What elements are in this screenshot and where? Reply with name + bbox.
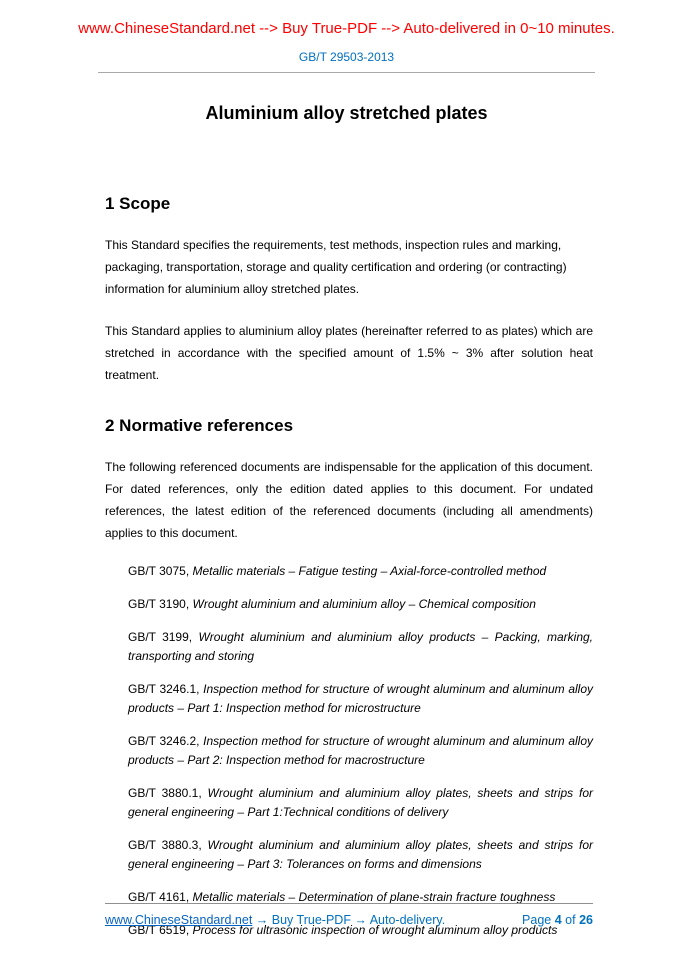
reference-title: Inspection method for structure of wrought aluminum and aluminum alloy products – Part 1: Inspection method for microstructure — [128, 682, 594, 715]
reference-item — [128, 680, 593, 718]
scope-paragraph-1: This Standard specifies the requirements, test methods, inspection rules and marking, packaging, transportation, storage and quality certification and ordering (or contracting) information for aluminium alloy stretched plates. — [105, 238, 567, 296]
reference-title: Metallic materials – Determination of plane-strain fracture toughness — [192, 890, 556, 904]
page-word: Page — [522, 913, 552, 927]
reference-title: Wrought aluminium and aluminium alloy products – Packing, marking, transporting and storing — [128, 630, 593, 663]
normative-intro-paragraph: The following referenced documents are indispensable for the application of this document. For dated references, only the edition dated applies to this document. For undated references, the latest edition of the referenced documents (including all amendments) applies to this document. — [105, 460, 593, 540]
page-title: Aluminium alloy stretched plates — [205, 103, 488, 123]
reference-code: GB/T 3246.2, — [128, 734, 200, 748]
page-footer — [105, 903, 593, 927]
references-list — [128, 562, 593, 940]
reference-item — [128, 595, 593, 614]
of-word: of — [565, 913, 576, 927]
reference-code: GB/T 4161, — [128, 890, 190, 904]
reference-title: Metallic materials – Fatigue testing – Axial-force-controlled method — [192, 564, 547, 578]
document-body — [105, 194, 593, 940]
section-heading-normative-references: 2 Normative references — [105, 416, 294, 435]
total-page-number: 26 — [579, 913, 593, 927]
footer-site-link[interactable]: www.ChineseStandard.net — [105, 913, 253, 927]
reference-title: Inspection method for structure of wrought aluminum and aluminum alloy products – Part 2: Inspection method for macrostructure — [128, 734, 594, 767]
standard-code: GB/T 29503-2013 — [298, 50, 395, 64]
reference-code: GB/T 3880.1, — [128, 786, 202, 800]
footer-promo — [105, 913, 445, 927]
reference-code: GB/T 3246.1, — [128, 682, 200, 696]
reference-title: Wrought aluminium and aluminium alloy plates, sheets and strips for general engineering – Part 3: Tolerances on forms and dimensions — [128, 838, 593, 871]
reference-code: GB/T 3075, — [128, 564, 190, 578]
section-heading-scope: 1 Scope — [105, 194, 171, 213]
reference-code: GB/T 3190, — [128, 597, 190, 611]
reference-item — [128, 784, 593, 822]
scope-paragraph-2: This Standard applies to aluminium alloy plates (hereinafter referred to as plates) which are stretched in accordance with the specified amount of 1.5% ~ 3% after solution heat treatment. — [105, 324, 593, 382]
current-page-number: 4 — [554, 913, 562, 927]
reference-item — [128, 562, 593, 581]
reference-code: GB/T 3880.3, — [128, 838, 202, 852]
reference-code: GB/T 6519, — [128, 923, 190, 937]
footer-promo-text: → Buy True-PDF → Auto-delivery. — [255, 913, 446, 927]
page-indicator — [522, 913, 593, 927]
header-divider — [98, 72, 595, 73]
reference-item — [128, 836, 593, 874]
top-banner: www.ChineseStandard.net --> Buy True-PDF --> Auto-delivered in 0~10 minutes. — [78, 20, 615, 37]
reference-code: GB/T 3199, — [128, 630, 193, 644]
reference-item — [128, 732, 593, 770]
reference-title: Wrought aluminium and aluminium alloy – Chemical composition — [192, 597, 536, 611]
reference-title: Wrought aluminium and aluminium alloy plates, sheets and strips for general engineering – Part 1:Technical conditions of delivery — [128, 786, 593, 819]
reference-item — [128, 628, 593, 666]
reference-title: Process for ultrasonic inspection of wrought aluminum alloy products — [192, 923, 558, 937]
